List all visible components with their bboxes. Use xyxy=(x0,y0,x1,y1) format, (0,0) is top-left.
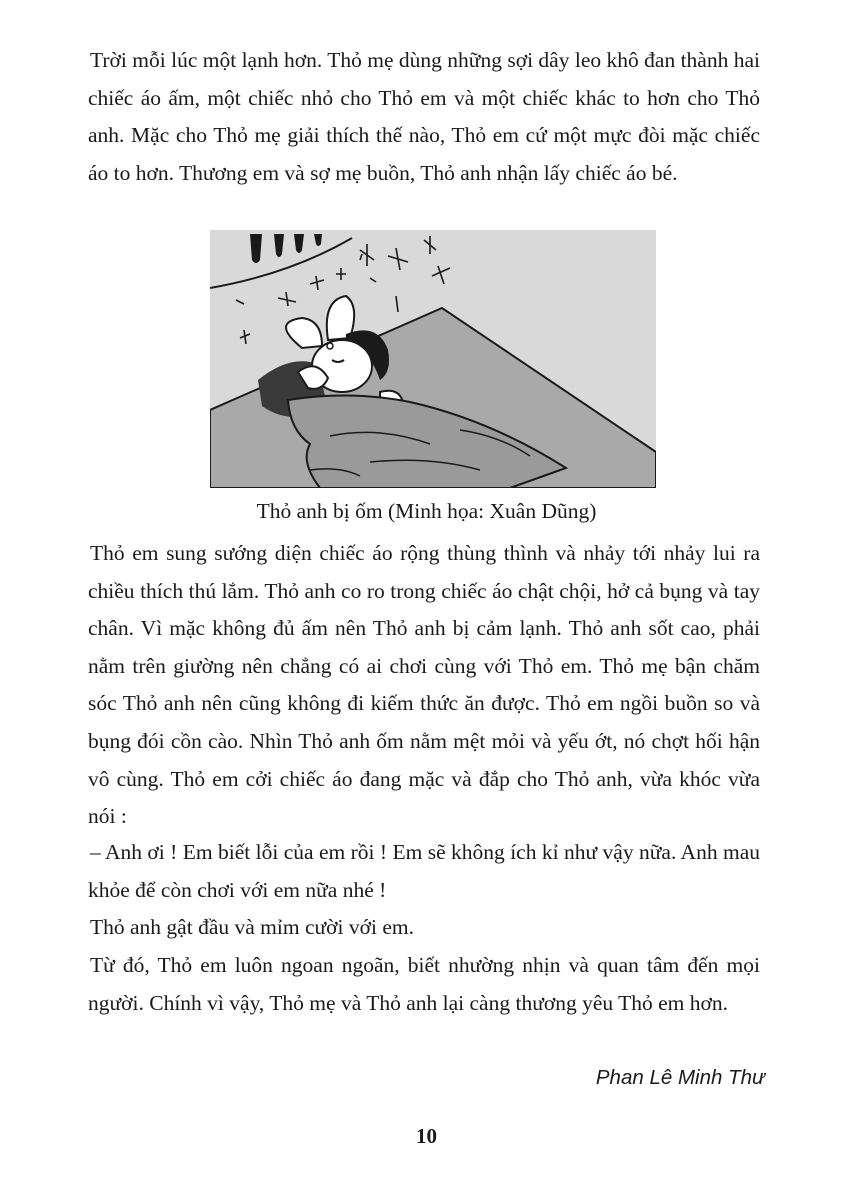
story-paragraph-2: Thỏ em sung sướng diện chiếc áo rộng thùng thình và nhảy tới nhảy lui ra chiều thích thú lắm. Thỏ anh co ro trong chiếc áo chật chội, hở cả bụng và tay chân. Vì mặc không đủ ấm nên Thỏ anh bị cảm lạnh. Thỏ anh sốt cao, phải nằm trên giường nên chẳng có ai chơi cùng với Thỏ em. Thỏ mẹ bận chăm sóc Thỏ anh nên cũng không đi kiếm thức ăn được. Thỏ em ngồi buồn so và bụng đói cồn cào. Nhìn Thỏ anh ốm nằm mệt mỏi và yếu ớt, nó chợt hối hận vô cùng. Thỏ em cởi chiếc áo đang mặc và đắp cho Thỏ anh, vừa khóc vừa nói : xyxy=(88,541,760,829)
page-number: 10 xyxy=(416,1124,437,1148)
illustration-sick-rabbit xyxy=(210,230,656,488)
story-paragraph-1: Trời mỗi lúc một lạnh hơn. Thỏ mẹ dùng những sợi dây leo khô đan thành hai chiếc áo ấm, một chiếc nhỏ cho Thỏ em và một chiếc khác to hơn cho Thỏ anh. Mặc cho Thỏ mẹ giải thích thế nào, Thỏ em cứ một mực đòi mặc chiếc áo to hơn. Thương em và sợ mẹ buồn, Thỏ anh nhận lấy chiếc áo bé. xyxy=(88,48,760,185)
figure-caption: Thỏ anh bị ốm (Minh họa: Xuân Dũng) xyxy=(256,499,597,523)
story-paragraph-3: – Anh ơi ! Em biết lỗi của em rồi ! Em sẽ không ích kỉ như vậy nữa. Anh mau khỏe để còn chơi với em nữa nhé ! xyxy=(88,840,760,902)
story-paragraph-4: Thỏ anh gật đầu và mỉm cười với em. xyxy=(90,915,414,939)
illustration-drawing xyxy=(210,230,656,488)
story-paragraph-5: Từ đó, Thỏ em luôn ngoan ngoãn, biết nhường nhịn và quan tâm đến mọi người. Chính vì vậy, Thỏ mẹ và Thỏ anh lại càng thương yêu Thỏ em hơn. xyxy=(88,953,760,1015)
author-name: Phan Lê Minh Thư xyxy=(595,1066,765,1089)
